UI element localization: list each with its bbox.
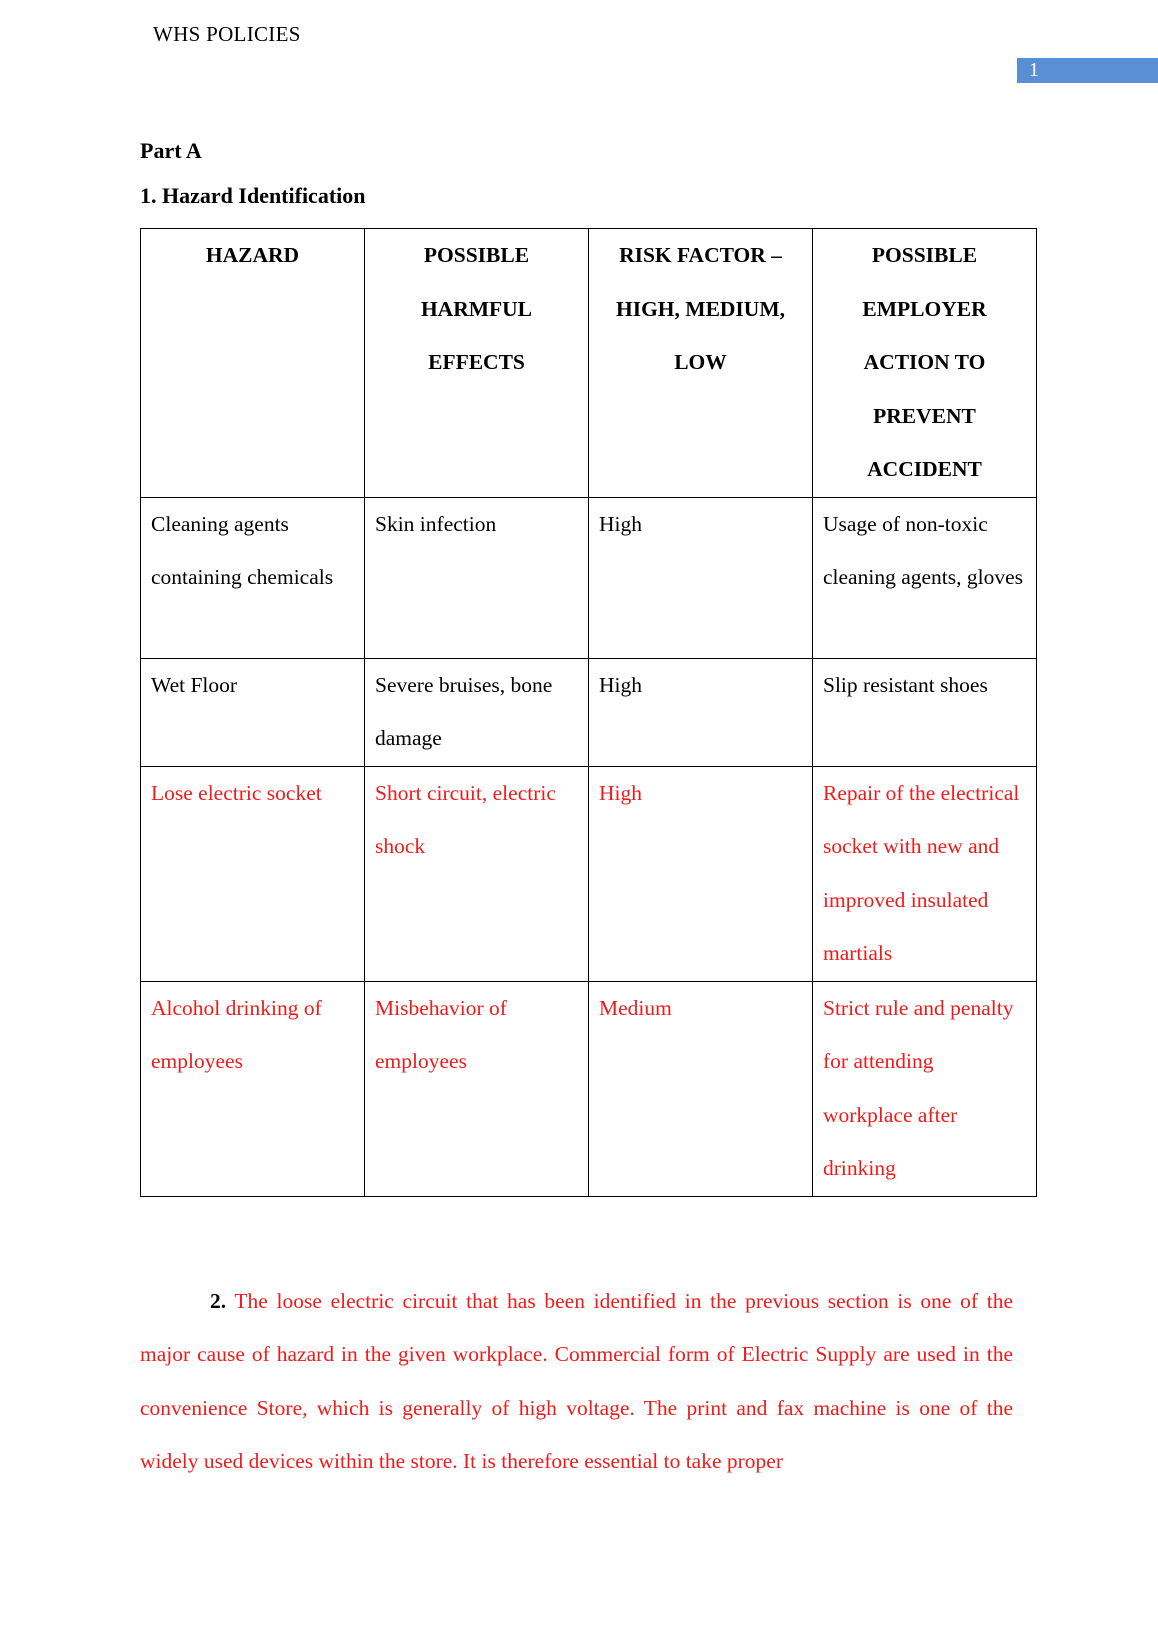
cell-risk: High (589, 658, 813, 766)
table-header-row (141, 229, 1037, 498)
cell-risk: Medium (589, 981, 813, 1196)
header-harmful-effects: POSSIBLE HARMFUL EFFECTS (365, 229, 589, 498)
table-row (141, 658, 1037, 766)
cell-action: Repair of the electrical socket with new and improved insulated martials (813, 766, 1037, 981)
cell-action: Slip resistant shoes (813, 658, 1037, 766)
cell-hazard: Alcohol drinking of employees (141, 981, 365, 1196)
table-row (141, 981, 1037, 1196)
cell-risk: High (589, 497, 813, 658)
cell-hazard: Lose electric socket (141, 766, 365, 981)
table-row (141, 497, 1037, 658)
hazard-table (140, 228, 1037, 1197)
section-2-text: The loose electric circuit that has been identified in the previous section is one of the major cause of hazard in the given workplace. Commercial form of Electric Supply are used in the convenience Store, which is generally of high voltage. The print and fax machine is one of the widely used devices within the store. It is therefore essential to take proper (140, 1288, 1013, 1473)
part-title: Part A (140, 138, 202, 163)
page-number: 1 (1017, 58, 1158, 83)
cell-hazard: Wet Floor (141, 658, 365, 766)
cell-effects: Short circuit, electric shock (365, 766, 589, 981)
cell-effects: Severe bruises, bone damage (365, 658, 589, 766)
header-hazard: HAZARD (141, 229, 365, 498)
cell-effects: Skin infection (365, 497, 589, 658)
running-header: WHS POLICIES (153, 22, 301, 46)
table-row (141, 766, 1037, 981)
section-2-number: 2. (210, 1288, 227, 1313)
header-employer-action: POSSIBLE EMPLOYER ACTION TO PREVENT ACCIDENT (813, 229, 1037, 498)
cell-effects: Misbehavior of employees (365, 981, 589, 1196)
header-risk-factor: RISK FACTOR – HIGH, MEDIUM, LOW (589, 229, 813, 498)
cell-hazard: Cleaning agents containing chemicals (141, 497, 365, 658)
cell-action: Strict rule and penalty for attending workplace after drinking (813, 981, 1037, 1196)
cell-risk: High (589, 766, 813, 981)
section-title: 1. Hazard Identification (140, 183, 366, 208)
section-2-paragraph (140, 1275, 1013, 1489)
cell-action: Usage of non-toxic cleaning agents, gloves (813, 497, 1037, 658)
